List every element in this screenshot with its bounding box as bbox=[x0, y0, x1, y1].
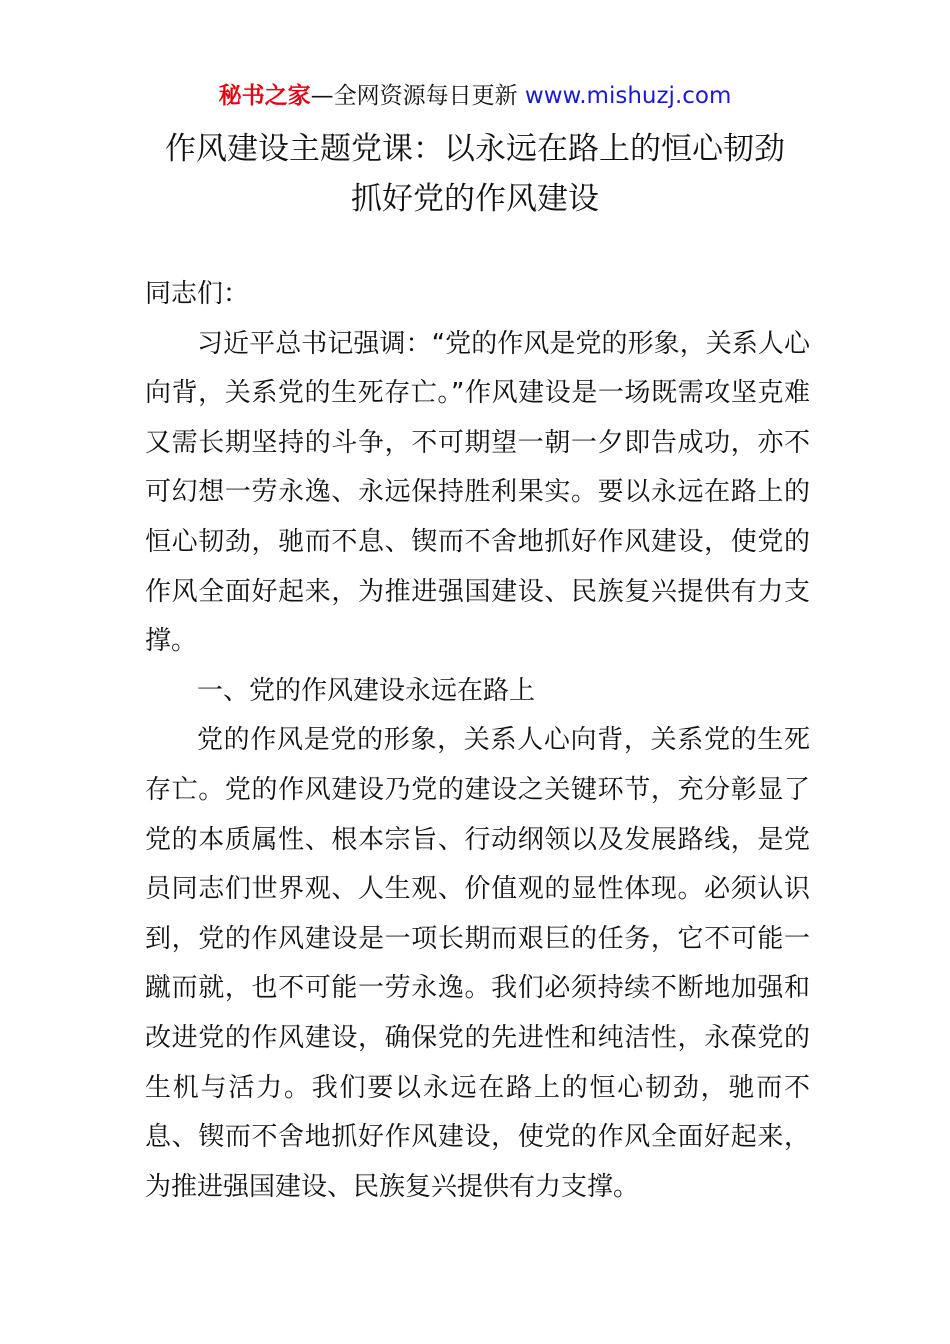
site-header bbox=[0, 80, 950, 112]
section-heading-1: 一、党的作风建设永远在路上 bbox=[197, 675, 536, 706]
document-title bbox=[0, 124, 950, 224]
brand-name: 秘书之家 bbox=[218, 83, 311, 109]
intro-paragraph: 习近平总书记强调：“党的作风是党的形象，关系人心向背，关系党的生死存亡。”作风建设是一场既需攻坚克难又需长期坚持的斗争，不可期望一朝一夕即告成功，亦不可幻想一劳永逸、永远保持胜利果实。要以永远在路上的恒心韧劲，驰而不息、锲而不舍地抓好作风建设，使党的作风全面好起来，为推进强国建设、民族复兴提供有力支撑。 bbox=[145, 328, 810, 657]
document-body bbox=[145, 270, 810, 1212]
title-line-2: 抓好党的作风建设 bbox=[351, 181, 599, 217]
site-url-link[interactable]: www.mishuzj.com bbox=[524, 83, 732, 109]
header-tagline: —全网资源每日更新 bbox=[310, 83, 525, 109]
title-line-1: 作风建设主题党课：以永远在路上的恒心韧劲 bbox=[165, 131, 785, 167]
section-1-paragraph: 党的作风是党的形象，关系人心向背，关系党的生死存亡。党的作风建设乃党的建设之关键环节，充分彰显了党的本质属性、根本宗旨、行动纲领以及发展路线，是党员同志们世界观、人生观、价值观的显性体现。必须认识到，党的作风建设是一项长期而艰巨的任务，它不可能一蹴而就，也不可能一劳永逸。我们必须持续不断地加强和改进党的作风建设，确保党的先进性和纯洁性，永葆党的生机与活力。我们要以永远在路上的恒心韧劲，驰而不息、锲而不舍地抓好作风建设，使党的作风全面好起来，为推进强国建设、民族复兴提供有力支撑。 bbox=[145, 725, 810, 1202]
salutation: 同志们： bbox=[145, 279, 250, 309]
